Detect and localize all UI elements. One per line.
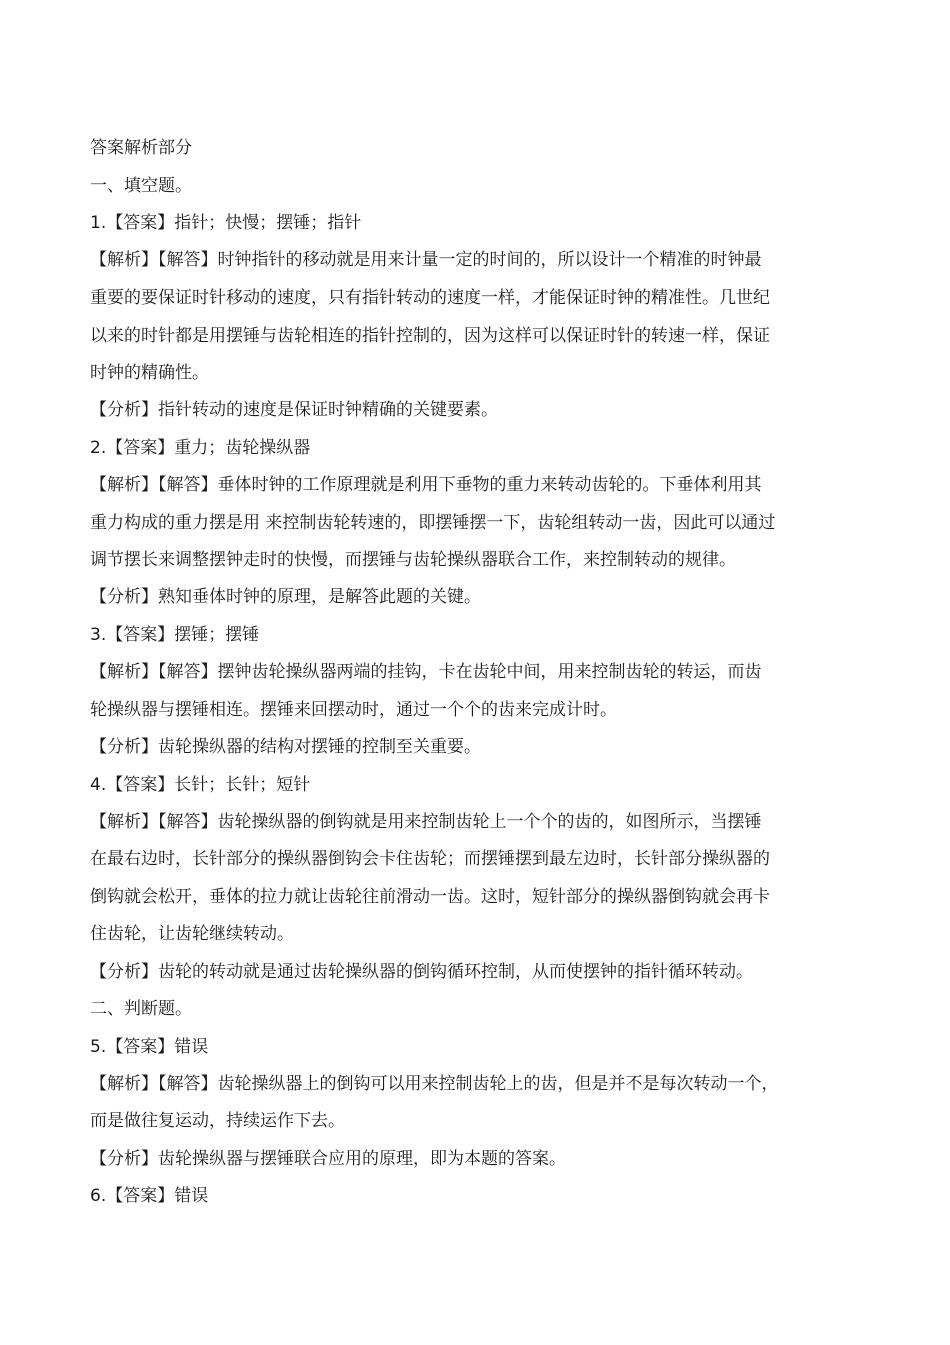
q1-explain-line-1: 【解析】【解答】时钟指针的移动就是用来计量一定的时间的，所以设计一个精准的时钟最 (90, 250, 762, 270)
q1-explain-line-3: 以来的时针都是用摆锤与齿轮相连的指针控制的，因为这样可以保证时针的转速一样，保证 (90, 326, 770, 346)
q5-answer: 5.【答案】错误 (90, 1037, 209, 1057)
q3-explain-line-2: 轮操纵器与摆锤相连。摆锤来回摆动时，通过一个个的齿来完成计时。 (90, 700, 617, 720)
q3-explain-line-1: 【解析】【解答】摆钟齿轮操纵器两端的挂钩，卡在齿轮中间，用来控制齿轮的转运，而齿 (90, 662, 762, 682)
q6-answer: 6.【答案】错误 (90, 1186, 209, 1206)
section-heading-fill-blank: 一、填空题。 (90, 176, 192, 196)
q1-explain-line-4: 时钟的精确性。 (90, 363, 209, 383)
q2-analysis: 【分析】熟知垂体时钟的原理，是解答此题的关键。 (90, 587, 481, 607)
section-heading-true-false: 二、判断题。 (90, 999, 192, 1019)
q4-explain-line-2: 在最右边时，长针部分的操纵器倒钩会卡住齿轮；而摆锤摆到最左边时，长针部分操纵器的 (90, 849, 770, 869)
q4-answer: 4.【答案】长针；长针；短针 (90, 775, 311, 795)
q4-explain-line-4: 住齿轮，让齿轮继续转动。 (90, 924, 294, 944)
q1-analysis: 【分析】指针转动的速度是保证时钟精确的关键要素。 (90, 400, 498, 420)
q5-explain-line-2: 而是做往复运动，持续运作下去。 (90, 1111, 345, 1131)
q4-analysis: 【分析】齿轮的转动就是通过齿轮操纵器的倒钩循环控制，从而使摆钟的指针循环转动。 (90, 962, 753, 982)
doc-title: 答案解析部分 (90, 138, 192, 158)
q4-explain-line-3: 倒钩就会松开，垂体的拉力就让齿轮往前滑动一齿。这时，短针部分的操纵器倒钩就会再卡 (90, 887, 770, 907)
q2-explain-line-3: 调节摆长来调整摆钟走时的快慢，而摆锤与齿轮操纵器联合工作，来控制转动的规律。 (90, 550, 736, 570)
q5-analysis: 【分析】齿轮操纵器与摆锤联合应用的原理，即为本题的答案。 (90, 1149, 566, 1169)
q3-analysis: 【分析】齿轮操纵器的结构对摆锤的控制至关重要。 (90, 737, 481, 757)
q3-answer: 3.【答案】摆锤；摆锤 (90, 625, 260, 645)
q5-explain-line-1: 【解析】【解答】齿轮操纵器上的倒钩可以用来控制齿轮上的齿，但是并不是每次转动一个， (90, 1074, 779, 1094)
q2-answer: 2.【答案】重力；齿轮操纵器 (90, 438, 311, 458)
q4-explain-line-1: 【解析】【解答】齿轮操纵器的倒钩就是用来控制齿轮上一个个的齿的，如图所示，当摆锤 (90, 812, 762, 832)
q2-explain-line-2: 重力构成的重力摆是用 来控制齿轮转速的，即摆锤摆一下，齿轮组转动一齿，因此可以通过 (90, 513, 776, 533)
q2-explain-line-1: 【解析】【解答】垂体时钟的工作原理就是利用下垂物的重力来转动齿轮的。下垂体利用其 (90, 475, 762, 495)
q1-answer: 1.【答案】指针；快慢；摆锤；指针 (90, 213, 362, 233)
q1-explain-line-2: 重要的要保证时针移动的速度，只有指针转动的速度一样，才能保证时钟的精准性。几世纪 (90, 288, 770, 308)
